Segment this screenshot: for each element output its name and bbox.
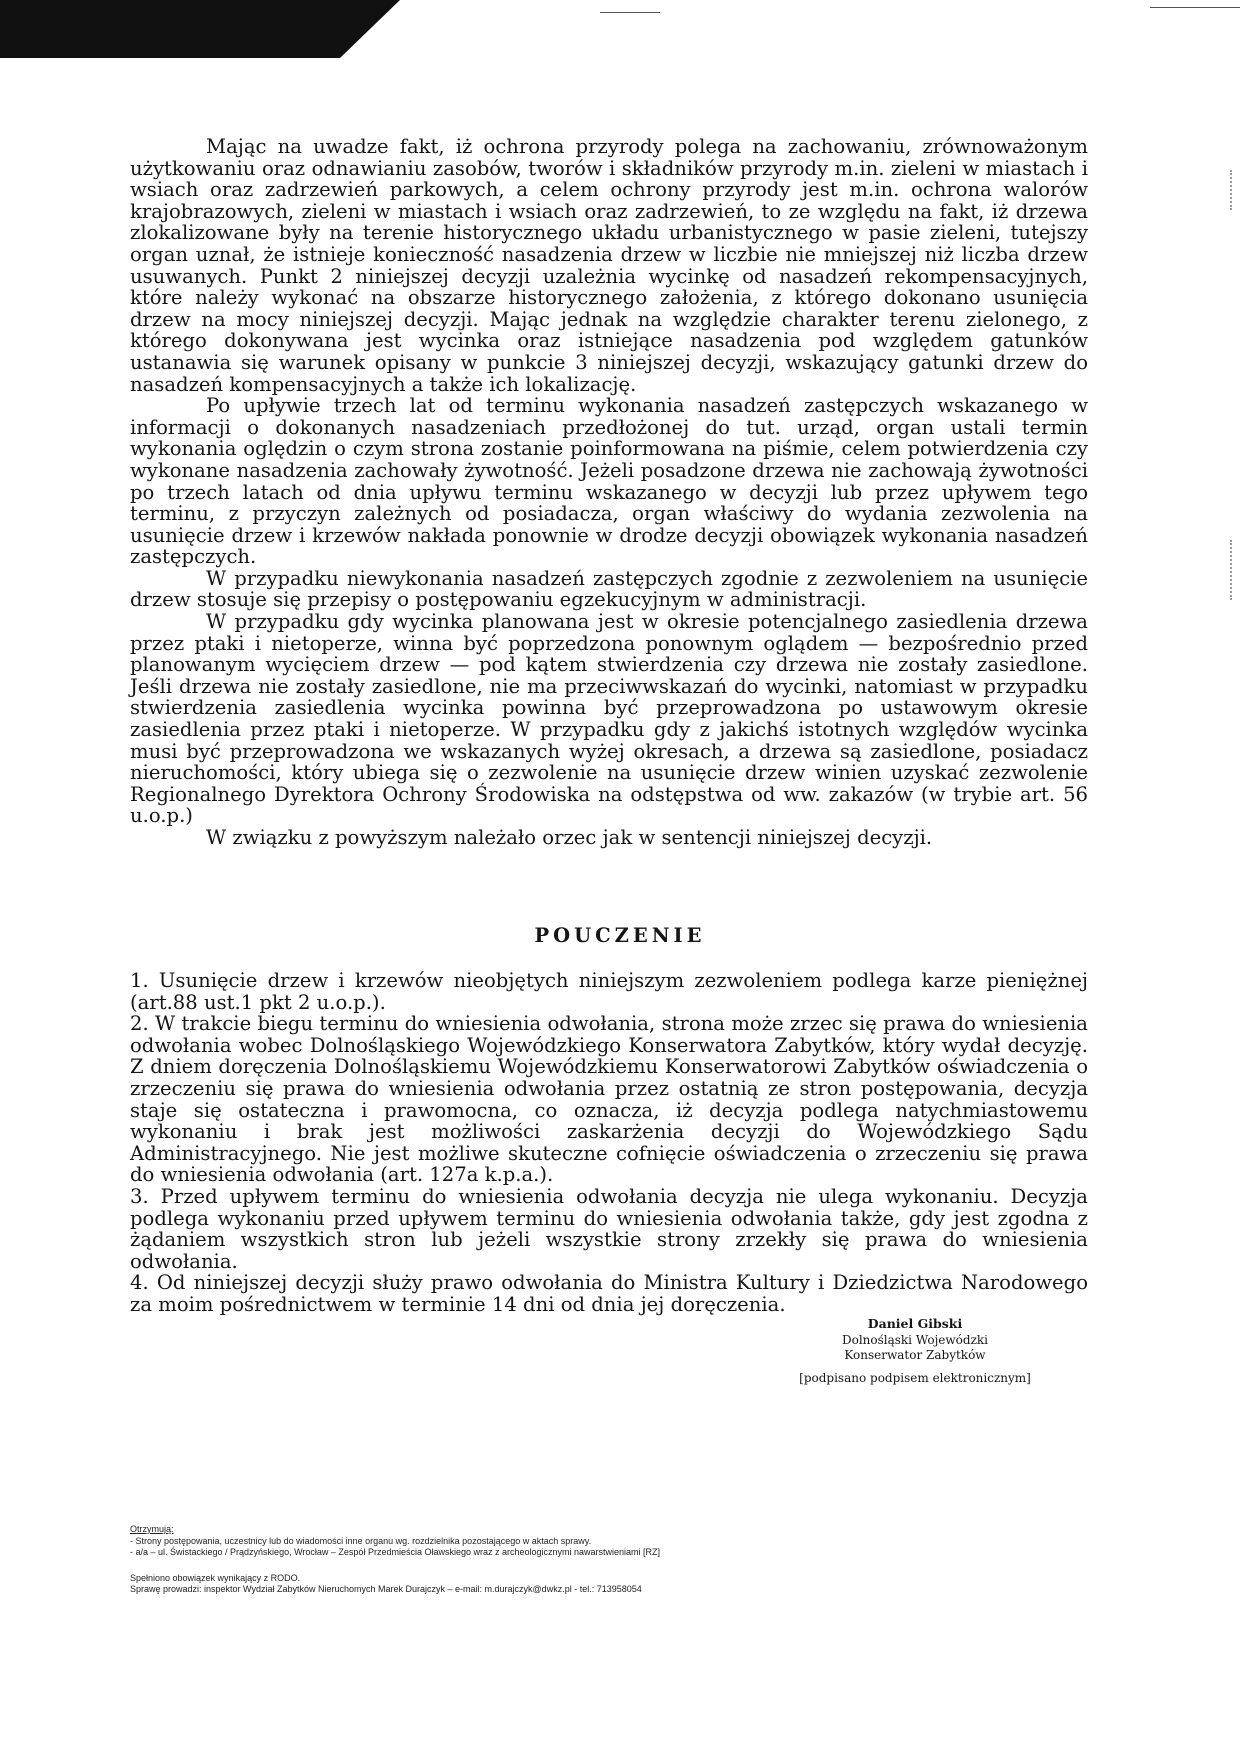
electronic-signature-note: [podpisano podpisem elektronicznym] [799, 1371, 1031, 1385]
paragraph: W związku z powyższym należało orzec jak w sentencji niniejszej decyzji. [206, 826, 933, 849]
paragraph: Po upływie trzech lat od terminu wykonania nasadzeń zastępczych wskazanego w informacji o dokonanych nasadzeniach przedłożonej do tut. urząd, organ ustali termin wykonania oględzin o czym strona zostanie poinformowana na piśmie, celem potwierdzenia czy wykonane nasadzenia zachowały żywotność. Jeżeli posadzone drzewa nie zachowają żywotności po trzech latach od dnia upływu terminu wskazanego w decyzji lub przez upływem tego terminu, z przyczyn zależnych od posiadacza, organ właściwy do wydania zezwolenia na usunięcie drzew i krzewów nakłada ponownie w drodze decyzji obowiązek wykonania nasadzeń zastępczych. [130, 394, 1088, 569]
recipient-line: - a/a – ul. Świstackiego / Prądzyńskiego, Wrocław – Zespół Przedmieścia Oławskiego wraz z archeologicznymi nawarstwieniami [RZ] [130, 1547, 661, 1557]
instruction-item: 4. Od niniejszej decyzji służy prawo odwołania do Ministra Kultury i Dziedzictwa Narodowego za moim pośrednictwem w terminie 14 dni od dnia jej doręczenia. [130, 1271, 1088, 1316]
paragraph: Mając na uwadze fakt, iż ochrona przyrody polega na zachowaniu, zrównoważonym użytkowaniu oraz odnawianiu zasobów, tworów i składników przyrody m.in. zieleni w miastach i wsiach oraz zadrzewień parkowych, a celem ochrony przyrody jest m.in. ochrona walorów krajobrazowych, zieleni w miastach i wsiach oraz zadrzewień, to ze względu na fakt, iż drzewa zlokalizowane były na terenie historycznego układu urbanistycznego w pasie zieleni, tutejszy organ uznał, że istnieje konieczność nasadzenia drzew w liczbie nie mniejszej niż liczba drzew usuwanych. Punkt 2 niniejszej decyzji uzależnia wycinkę od nasadzeń rekompensacyjnych, które należy wykonać na obszarze historycznego założenia, z którego dokonano usunięcia drzew na mocy niniejszej decyzji. Mając jednak na względzie charakter terenu zielonego, z którego dokonywana jest wycinka oraz istniejące nasadzenia pod względem gatunków ustanawia się warunek opisany w punkcie 3 niniejszej decyzji, wskazujący gatunki drzew do nasadzeń kompensacyjnych a także ich lokalizację. [130, 135, 1088, 396]
justification-text [130, 136, 1088, 849]
case-handler: Sprawę prowadzi: inspektor Wydział Zabytków Nieruchomych Marek Durajczyk – e-mail: m.durajczyk@dwkz.pl - tel.: 713958054 [130, 1584, 642, 1594]
paragraph: W przypadku niewykonania nasadzeń zastępczych zgodnie z zezwoleniem na usunięcie drzew stosuje się przepisy o postępowaniu egzekucyjnym w administracji. [130, 566, 1088, 612]
signatory-name: Daniel Gibski [867, 1316, 963, 1331]
signatory-title: Dolnośląski Wojewódzki [841, 1333, 989, 1347]
scan-top-rule [600, 12, 660, 13]
rodo-note: Spełniono obowiązek wynikający z RODO. [130, 1572, 301, 1583]
scan-top-rule [1150, 7, 1240, 8]
instruction-item: 2. W trakcie biegu terminu do wniesienia odwołania, strona może zrzec się prawa do wniesienia odwołania wobec Dolnośląskiego Wojewódzkiego Konserwatora Zabytków, który wydał decyzję. Z dniem doręczenia Dolnośląskiemu Wojewódzkiemu Konserwatorowi Zabytków oświadczenia o zrzeczeniu się prawa do wniesienia odwołania przez ostatnią ze stron postępowania, decyzja staje się ostateczna i prawomocna, co oznacza, iż decyzja podlega natychmiastowemu wykonaniu i brak jest możliwości zaskarżenia decyzji do Wojewódzkiego Sądu Administracyjnego. Nie jest możliwe skuteczne cofnięcie oświadczenia o zrzeczeniu się prawa do wniesienia odwołania (art. 127a k.p.a.). [130, 1012, 1088, 1187]
scan-edge-mark [1230, 540, 1234, 600]
instruction-item: 1. Usunięcie drzew i krzewów nieobjętych niniejszym zezwoleniem podlega karze pieniężnej (art.88 ust.1 pkt 2 u.o.p.). [130, 969, 1088, 1014]
section-heading: POUCZENIE [534, 924, 706, 947]
footer [130, 1524, 1030, 1596]
scan-corner-mark [0, 0, 400, 58]
recipient-line: - Strony postępowania, uczestnicy lub do wiadomości inne organu wg. rozdzielnika pozostającego w aktach sprawy. [130, 1535, 592, 1546]
scan-edge-mark [1230, 170, 1234, 210]
recipients-label: Otrzymują: [130, 1524, 174, 1534]
signature-block [770, 1316, 1060, 1386]
instructions-list [130, 970, 1088, 1316]
paragraph: W przypadku gdy wycinka planowana jest w okresie potencjalnego zasiedlenia drzewa przez ptaki i nietoperze, winna być poprzedzona ponownym oglądem — bezpośrednio przed planowanym wycięciem drzew — pod kątem stwierdzenia czy drzewa nie zostały zasiedlone. Jeśli drzewa nie zostały zasiedlone, nie ma przeciwwskazań do wycinki, natomiast w przypadku stwierdzenia zasiedlenia wycinka powinna być przeprowadzona po ustawowym okresie zasiedlenia przez ptaki i nietoperze. W przypadku gdy z jakichś istotnych względów wycinka musi być przeprowadzona we wskazanych wyżej okresach, a drzewa są zasiedlone, posiadacz nieruchomości, który ubiega się o zezwolenie na usunięcie drzew winien uzyskać zezwolenie Regionalnego Dyrektora Ochrony Środowiska na odstępstwa od ww. zakazów (w trybie art. 56 u.o.p.) [130, 610, 1088, 828]
instruction-item: 3. Przed upływem terminu do wniesienia odwołania decyzja nie ulega wykonaniu. Decyzja podlega wykonaniu przed upływem terminu do wniesienia odwołania także, gdy jest zgodna z żądaniem wszystkich stron lub jeżeli wszystkie strony zrzekły się prawa do wniesienia odwołania. [130, 1184, 1088, 1273]
signatory-title: Konserwator Zabytków [844, 1348, 986, 1362]
